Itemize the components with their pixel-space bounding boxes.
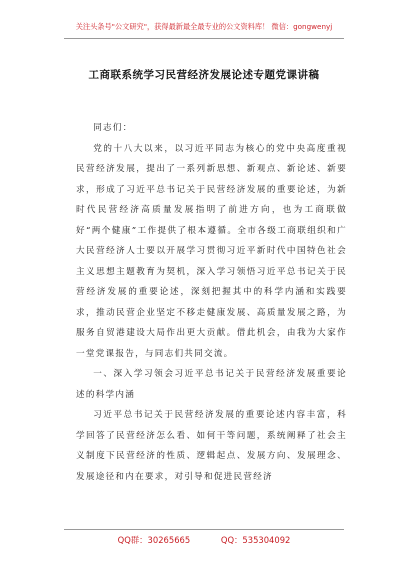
paragraph-intro: 党的十八大以来，以习近平同志为核心的党中央高度重视民营经济发展，提出了一系列新思想、新观点、新论述、新要求，形成了习近平总书记关于民营经济发展的重要论述，为新时代民营经济高质量发展指明了前进方向，也为工商联做好“两个健康”工作提供了根本遵循。全市各级工商联组织和广大民营经济人士要以开展学习贯彻习近平新时代中国特色社会主义思想主题教育为契机，深入学习领悟习近平总书记关于民营经济发展的重要论述，深刻把握其中的科学内涵和实践要求，推动民营企业坚定不移走健康发展、高质量发展之路，为服务自贸港建设大局作出更大贡献。借此机会，由我为大家作一堂党课报告，与同志们共同交流。 <box>76 143 347 359</box>
header-divider <box>64 38 344 39</box>
document-body <box>76 118 347 487</box>
footer-qq-group: QQ群：30265665 <box>117 535 191 545</box>
header-promo-note: 关注头条号"公文研究"，获得最新最全最专业的公文资料库！ 微信：gongwenyj <box>75 22 333 31</box>
footer-qq-number: QQ：535304092 <box>220 535 291 545</box>
salutation: 同志们： <box>93 123 133 133</box>
footer-contact <box>0 534 408 546</box>
footer-divider <box>64 529 344 530</box>
paragraph-section-1: 习近平总书记关于民营经济发展的重要论述内容丰富，科学回答了民营经济怎么看、如何干等问题，系统阐释了社会主义制度下民营经济的性质、逻辑起点、发展方向、发展理念、发展途径和内在要求，对引导和促进民营经济 <box>76 410 347 482</box>
document-title: 工商联系统学习民营经济发展论述专题党课讲稿 <box>88 69 320 81</box>
section-heading-1: 一、深入学习领会习近平总书记关于民营经济发展重要论述的科学内涵 <box>76 369 347 400</box>
